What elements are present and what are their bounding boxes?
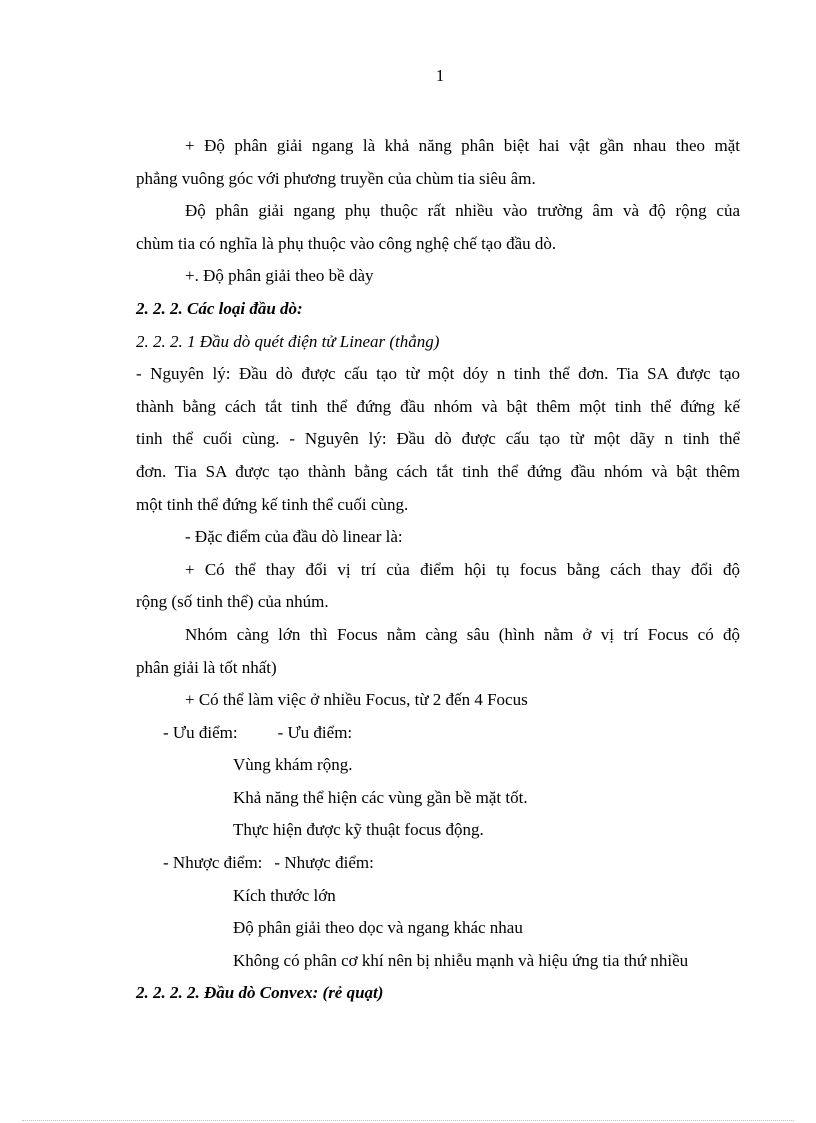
page-divider (22, 1120, 794, 1121)
paragraph-line: phân giải là tốt nhất) (136, 657, 277, 677)
section-heading: 2. 2. 2. 2. Đầu dò Convex: (rẻ quạt) (136, 983, 384, 1003)
paragraph-line: chùm tia có nghĩa là phụ thuộc vào công nghệ chế tạo đầu dò. (136, 233, 557, 253)
subsection-heading: 2. 2. 2. 1 Đầu dò quét điện tử Linear (thẳng) (136, 331, 440, 351)
section-heading: 2. 2. 2. Các loại đầu dò: (136, 298, 303, 318)
paragraph-line: Nhóm càng lớn thì Focus nằm càng sâu (hình nằm ở vị trí Focus có độ (185, 624, 740, 644)
paragraph-line: đơn. Tia SA được tạo thành bằng cách tắt tinh thể đứng đầu nhóm và bật thêm (136, 461, 740, 481)
paragraph-line: + Có thể thay đổi vị trí của điểm hội tụ focus bằng cách thay đổi độ (185, 559, 740, 579)
paragraph-line: phẳng vuông góc với phương truyền của chùm tia siêu âm. (136, 168, 536, 188)
paragraph-line: thành bằng cách tắt tinh thể đứng đầu nhóm và bật thêm một tinh thể đứng kế (136, 396, 740, 416)
page-content (136, 130, 740, 1010)
paragraph-line: +. Độ phân giải theo bề dày (185, 266, 374, 286)
page-number: 1 (435, 66, 445, 85)
disadvantages-label: - Nhược điểm: (163, 853, 263, 873)
list-item: Khả năng thể hiện các vùng gần bề mặt tốt. (233, 787, 528, 807)
advantages-label-duplicate: - Ưu điểm: (277, 722, 353, 742)
list-item: Không có phân cơ khí nên bị nhiễu mạnh và hiệu ứng tia thứ nhiều (233, 950, 689, 970)
paragraph-line: - Nguyên lý: Đầu dò được cấu tạo từ một dóy n tinh thể đơn. Tia SA được tạo (136, 364, 740, 384)
paragraph-line: Độ phân giải ngang phụ thuộc rất nhiều vào trường âm và độ rộng của (185, 201, 740, 221)
advantages-label-line (136, 717, 740, 750)
list-item: Độ phân giải theo dọc và ngang khác nhau (233, 918, 523, 938)
paragraph-line: + Có thể làm việc ở nhiều Focus, từ 2 đến 4 Focus (185, 690, 528, 710)
paragraph-line: một tinh thể đứng kế tinh thể cuối cùng. (136, 494, 409, 514)
advantages-label: - Ưu điểm: (163, 722, 238, 742)
paragraph-line: - Đặc điểm của đầu dò linear là: (185, 527, 403, 547)
paragraph-line: tinh thể cuối cùng. - Nguyên lý: Đầu dò được cấu tạo từ một dãy n tinh thể (136, 429, 740, 449)
list-item: Vùng khám rộng. (233, 755, 353, 775)
paragraph-line: + Độ phân giải ngang là khả năng phân biệt hai vật gần nhau theo mặt (185, 136, 740, 155)
paragraph-line: rộng (số tinh thể) của nhúm. (136, 592, 329, 612)
list-item: Thực hiện được kỹ thuật focus động. (233, 820, 484, 840)
disadvantages-label-duplicate: - Nhược điểm: (274, 853, 374, 873)
disadvantages-label-line (136, 847, 740, 880)
list-item: Kích thước lớn (233, 885, 336, 905)
